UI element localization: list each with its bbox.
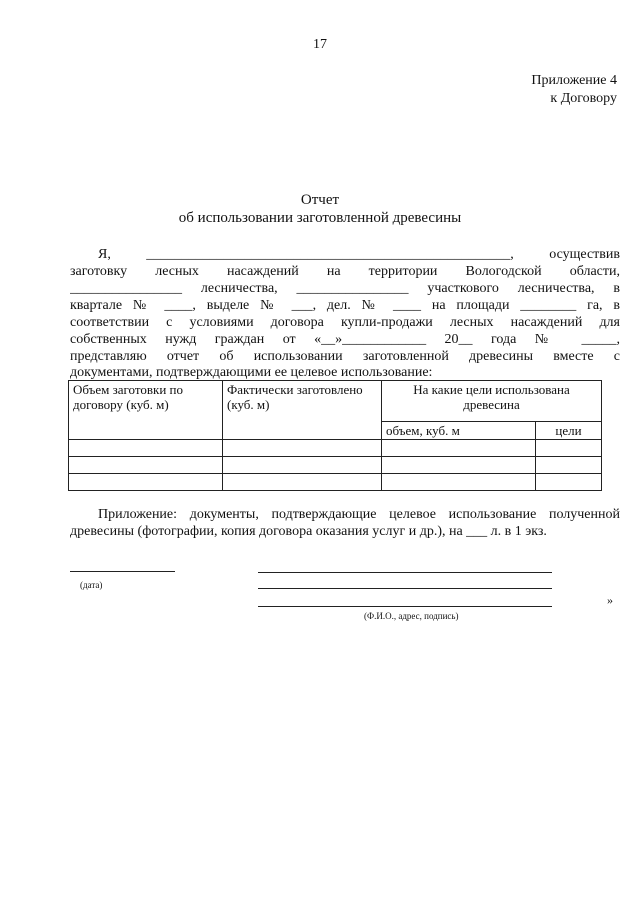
table-header-actual-volume: Фактически заготовлено (куб. м) bbox=[223, 381, 382, 440]
body-line: ________________ лесничества, ________________ участкового лесничества, в bbox=[70, 281, 620, 296]
table-cell[interactable] bbox=[536, 457, 602, 474]
closing-quote: » bbox=[607, 593, 613, 607]
fio-caption: (Ф.И.О., адрес, подпись) bbox=[364, 611, 459, 621]
usage-report-table bbox=[68, 380, 602, 491]
body-line: Я, ____________________________________________________, осуществив bbox=[98, 247, 620, 262]
table-subheader-purposes: цели bbox=[536, 422, 602, 440]
table-row bbox=[69, 474, 602, 491]
document-subtitle: об использовании заготовленной древесины bbox=[178, 210, 462, 226]
table-cell[interactable] bbox=[223, 440, 382, 457]
signature-line-3[interactable] bbox=[258, 606, 552, 607]
table-header-planned-volume: Объем заготовки по договору (куб. м) bbox=[69, 381, 223, 440]
table-cell[interactable] bbox=[536, 474, 602, 491]
table-cell[interactable] bbox=[536, 440, 602, 457]
table-cell[interactable] bbox=[69, 440, 223, 457]
table-cell[interactable] bbox=[223, 457, 382, 474]
appendix-label: Приложение 4 bbox=[531, 73, 617, 88]
date-signature-line[interactable] bbox=[70, 571, 175, 572]
body-line: представляю отчет об использовании заготовленной древесины вместе с bbox=[70, 349, 620, 364]
table-header-purpose: На какие цели использована древесина bbox=[382, 381, 602, 422]
signature-line-1[interactable] bbox=[258, 572, 552, 573]
body-line: собственных нужд граждан от «__»____________ 20__ года № _____, bbox=[70, 332, 620, 347]
body-line: квартале № ____, выделе № ___, дел. № ____ на площади ________ га, в bbox=[70, 298, 620, 313]
page-number: 17 bbox=[313, 37, 327, 52]
signature-line-2[interactable] bbox=[258, 588, 552, 589]
table-row bbox=[69, 457, 602, 474]
table-cell[interactable] bbox=[223, 474, 382, 491]
table-cell[interactable] bbox=[382, 440, 536, 457]
attachment-note-continuation: древесины (фотографии, копия договора оказания услуг и др.), на ___ л. в 1 экз. bbox=[70, 524, 547, 539]
body-line: документами, подтверждающими ее целевое использование: bbox=[70, 365, 433, 380]
table-cell[interactable] bbox=[69, 474, 223, 491]
table-subheader-volume: объем, куб. м bbox=[382, 422, 536, 440]
attachment-note: Приложение: документы, подтверждающие целевое использование полученной bbox=[98, 507, 620, 522]
date-caption: (дата) bbox=[80, 580, 103, 590]
table-cell[interactable] bbox=[69, 457, 223, 474]
table-cell[interactable] bbox=[382, 474, 536, 491]
table-row bbox=[69, 440, 602, 457]
appendix-contract-label: к Договору bbox=[550, 91, 617, 106]
body-line: соответствии с условиями договора купли-продажи лесных насаждений для bbox=[70, 315, 620, 330]
table-cell[interactable] bbox=[382, 457, 536, 474]
body-line: заготовку лесных насаждений на территории Вологодской области, bbox=[70, 264, 620, 279]
document-title: Отчет bbox=[300, 192, 340, 208]
